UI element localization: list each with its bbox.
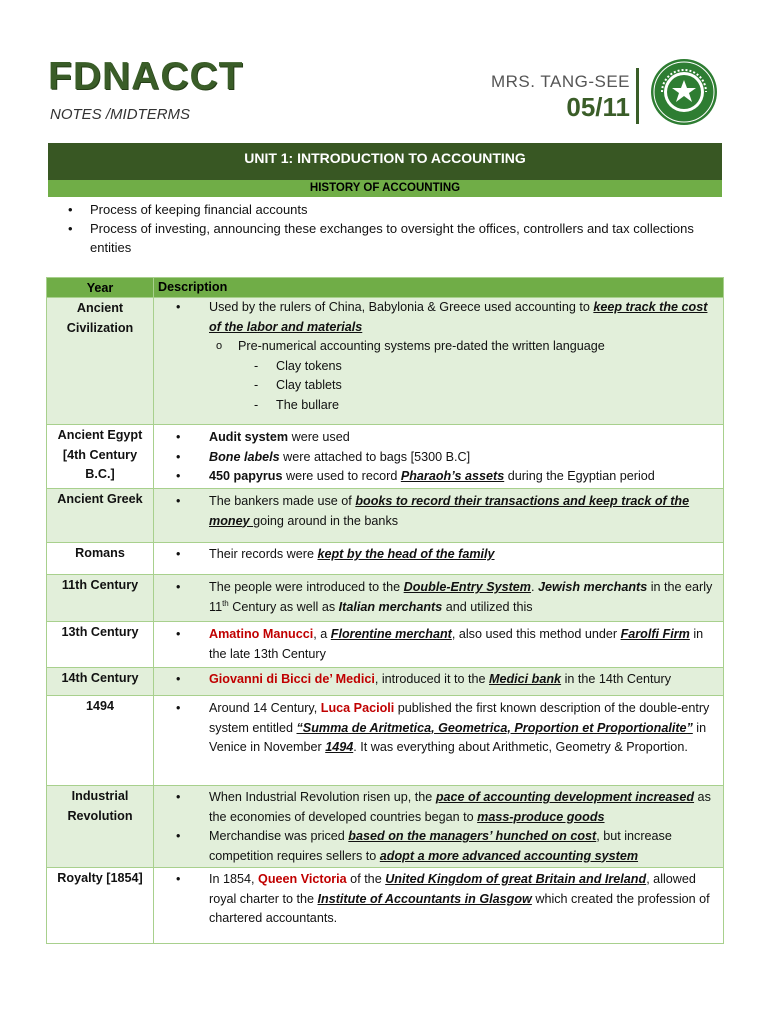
text: and utilized this bbox=[442, 599, 533, 614]
page-header bbox=[48, 56, 728, 126]
emphasis: United Kingdom of great Britain and Ireland bbox=[385, 872, 647, 886]
text: going around in the banks bbox=[253, 513, 399, 528]
text: , introduced it to the bbox=[374, 672, 489, 686]
text: Century as well as bbox=[228, 599, 339, 614]
text: When Industrial Revolution risen up, the bbox=[209, 790, 436, 804]
emphasis: Double-Entry System bbox=[403, 580, 532, 594]
text: , allowed royal charter to the bbox=[209, 872, 696, 906]
bullet bbox=[176, 492, 719, 531]
emphasis: based on the managers’ hunched on cost bbox=[348, 829, 597, 843]
text: were used bbox=[288, 430, 350, 444]
notes-date: 05/11 bbox=[566, 92, 630, 122]
list-item: - Clay tablets bbox=[254, 376, 719, 396]
text: Merchandise was priced bbox=[209, 829, 349, 843]
row-description bbox=[154, 868, 724, 944]
emphasis: Bone labels bbox=[209, 449, 280, 464]
emphasis: Farolfi Firm bbox=[620, 627, 690, 641]
row-year: Romans bbox=[47, 543, 154, 575]
table-row bbox=[47, 696, 724, 786]
text: . It was everything about Arithmetic, Geometry & Proportion. bbox=[353, 740, 688, 754]
text: which created the profession of chartered accountants. bbox=[209, 891, 710, 925]
emphasis: Institute of Accountants in Glasgow bbox=[317, 891, 532, 906]
text: Around 14 Century, bbox=[209, 701, 321, 715]
person-name: Queen Victoria bbox=[258, 872, 347, 886]
table-row bbox=[47, 425, 724, 489]
teacher-name: MRS. TANG-SEE bbox=[490, 72, 630, 91]
intro-item: • Process of keeping financial accounts bbox=[66, 200, 706, 219]
list-item: - Clay tokens bbox=[254, 357, 719, 377]
row-description bbox=[154, 786, 724, 868]
bullet bbox=[176, 788, 719, 827]
intro-item: • Process of investing, announcing these exchanges to oversight the offices, controllers and tax collections entities bbox=[66, 219, 706, 257]
row-year: Ancient Civilization bbox=[47, 298, 154, 425]
text: The bankers made use of bbox=[209, 494, 356, 508]
table-row bbox=[47, 298, 724, 425]
row-year: Royalty [1854] bbox=[47, 868, 154, 944]
bullet bbox=[176, 448, 719, 468]
emphasis: Florentine merchant bbox=[330, 627, 452, 641]
person-name: Amatino Manucci bbox=[209, 627, 314, 641]
emphasis: kept by the head of the family bbox=[317, 547, 495, 561]
emphasis: “Summa de Aritmetica, Geometrica, Proportion et Proportionalite” bbox=[296, 720, 693, 735]
table-row bbox=[47, 543, 724, 575]
table-row bbox=[47, 575, 724, 622]
row-description bbox=[154, 489, 724, 543]
subtitle-separator: / bbox=[101, 106, 111, 123]
row-year: Industrial Revolution bbox=[47, 786, 154, 868]
emphasis: 1494 bbox=[325, 740, 354, 754]
emphasis: adopt a more advanced accounting system bbox=[379, 848, 639, 863]
course-title: FDNACCT bbox=[48, 55, 244, 98]
bullet bbox=[176, 699, 719, 758]
text: during the Egyptian period bbox=[504, 469, 655, 483]
bullet bbox=[176, 428, 719, 448]
row-description bbox=[154, 543, 724, 575]
emphasis: books to record their transactions and keep track of the money bbox=[209, 494, 690, 528]
row-description bbox=[154, 668, 724, 696]
emphasis: Audit system bbox=[209, 430, 289, 444]
row-year: Ancient Egypt [4th Century B.C.] bbox=[47, 425, 154, 489]
text: Their records were bbox=[209, 547, 318, 561]
unit-title-bar: UNIT 1: INTRODUCTION TO ACCOUNTING bbox=[48, 143, 722, 180]
sub-bullet: o Pre-numerical accounting systems pre-dated the written language bbox=[216, 337, 719, 357]
emphasis: pace of accounting development increased bbox=[435, 790, 695, 804]
emphasis: Medici bank bbox=[488, 672, 562, 686]
text: , also used this method under bbox=[451, 627, 621, 641]
midterms-label: MIDTERMS bbox=[110, 106, 191, 123]
bullet bbox=[176, 578, 719, 617]
text: In 1854, bbox=[209, 872, 259, 886]
text: of the bbox=[346, 872, 386, 886]
bullet bbox=[176, 545, 719, 565]
table-row bbox=[47, 668, 724, 696]
row-description bbox=[154, 696, 724, 786]
text: in Venice in November bbox=[209, 720, 707, 754]
text: The people were introduced to the bbox=[209, 580, 404, 594]
row-description bbox=[154, 298, 724, 425]
text: in the early 11 bbox=[209, 580, 713, 614]
emphasis: 450 papyrus bbox=[209, 469, 283, 483]
superscript: th bbox=[222, 598, 229, 608]
table-row bbox=[47, 786, 724, 868]
header-divider bbox=[636, 68, 639, 124]
table-header-row bbox=[47, 278, 724, 298]
bullet bbox=[176, 870, 719, 929]
history-table bbox=[46, 277, 724, 944]
text: . bbox=[531, 580, 539, 594]
emphasis: keep track the cost of the labor and materials bbox=[209, 300, 708, 334]
row-year: 14th Century bbox=[47, 668, 154, 696]
intro-list bbox=[66, 200, 706, 257]
bullet bbox=[176, 670, 719, 690]
header-year: Year bbox=[47, 278, 154, 298]
university-seal-icon bbox=[650, 58, 718, 126]
text: were attached to bags [5300 B.C] bbox=[279, 449, 471, 464]
text: as the economies of developed countries began to bbox=[209, 790, 711, 824]
emphasis: Jewish merchants bbox=[538, 580, 648, 594]
bullet bbox=[176, 827, 719, 866]
row-year: 1494 bbox=[47, 696, 154, 786]
notes-label: NOTES bbox=[50, 106, 102, 123]
text: in the late 13th Century bbox=[209, 627, 704, 661]
bullet bbox=[176, 625, 719, 664]
notes-subtitle bbox=[50, 106, 190, 123]
bullet bbox=[176, 467, 719, 487]
row-description bbox=[154, 622, 724, 668]
header-description: Description bbox=[154, 278, 724, 298]
row-description bbox=[154, 425, 724, 489]
row-description bbox=[154, 575, 724, 622]
text: Used by the rulers of China, Babylonia & Greece used accounting to bbox=[209, 300, 594, 314]
emphasis: Pharaoh’s assets bbox=[400, 469, 505, 483]
person-name: Luca Pacioli bbox=[320, 701, 395, 715]
row-year: Ancient Greek bbox=[47, 489, 154, 543]
text: , but increase competition requires sellers to bbox=[209, 829, 672, 863]
text: were used to record bbox=[282, 469, 401, 483]
emphasis: Italian merchants bbox=[338, 599, 443, 614]
row-year: 11th Century bbox=[47, 575, 154, 622]
table-row bbox=[47, 868, 724, 944]
table-row bbox=[47, 489, 724, 543]
list-item: - The bullare bbox=[254, 396, 719, 416]
emphasis: mass-produce goods bbox=[477, 809, 605, 824]
row-year: 13th Century bbox=[47, 622, 154, 668]
text: , a bbox=[313, 627, 331, 641]
text: published the first known description of the double-entry system entitled bbox=[209, 701, 710, 735]
person-name: Giovanni di Bicci de’ Medici bbox=[209, 672, 375, 686]
text: in the 14th Century bbox=[561, 672, 671, 686]
bullet bbox=[176, 298, 719, 337]
section-title-bar: HISTORY OF ACCOUNTING bbox=[48, 180, 722, 197]
table-row bbox=[47, 622, 724, 668]
